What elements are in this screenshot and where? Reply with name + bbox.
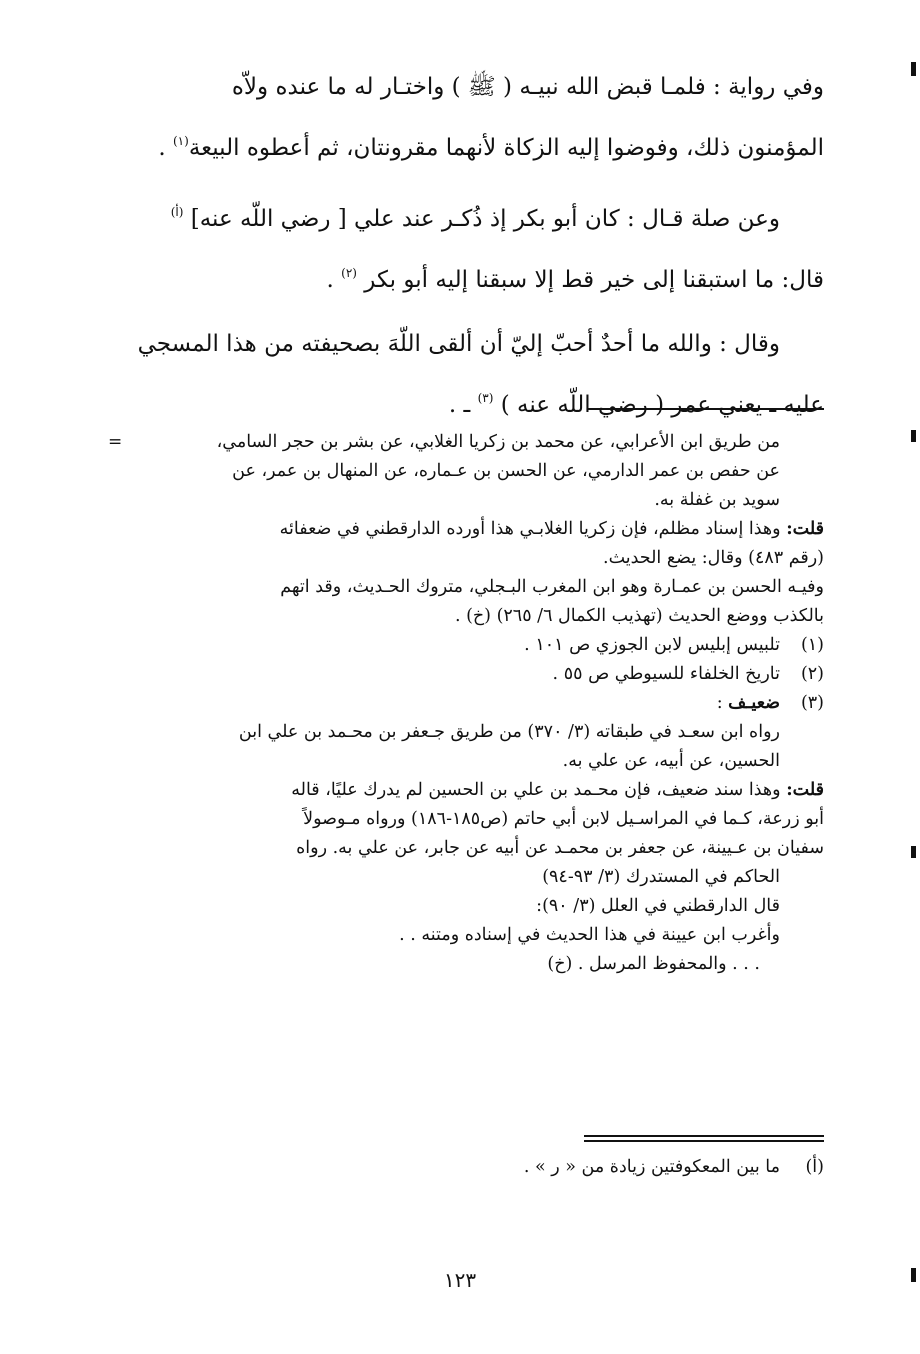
note-text: وهذا سند ضعيف، فإن محـمد بن علي بن الحسين لم يدرك عليًا، قاله — [291, 780, 781, 800]
footnote-3 — [110, 689, 824, 979]
note-line: قال الدارقطني في العلل (٣/ ٩٠): — [536, 896, 780, 916]
note-text: تاريخ الخلفاء للسيوطي ص ٥٥ . — [552, 664, 780, 684]
note-line: بالكذب ووضع الحديث (تهذيب الكمال ٦/ ٢٦٥) (خ) . — [454, 606, 824, 626]
note-line: سفيان بن عـيينة، عن جعفر بن محمـد عن أبيه عن جابر، عن علي به. رواه — [296, 838, 824, 858]
note-line: من طريق ابن الأعرابي، عن محمد بن زكريا الغلابي، عن بشر بن حجر السامي، — [216, 432, 780, 452]
note-line — [110, 689, 824, 718]
note-line — [110, 631, 824, 660]
paragraph-2 — [110, 185, 824, 307]
note-line — [110, 660, 824, 689]
grade-label: ضعيـف — [728, 693, 780, 713]
footnote-ref-3: (٣) — [477, 391, 494, 405]
note-line — [110, 776, 824, 805]
footnote-separator — [588, 408, 824, 410]
note-text: تلبيس إبليس لابن الجوزي ص ١٠١ . — [524, 635, 780, 655]
note-line: الحسين، عن أبيه، عن علي به. — [562, 751, 780, 771]
paragraph-3-line-2-text: عليه ـ يعني عمر ( رضي اللّه عنه ) — [500, 392, 824, 418]
note-line: الحاكم في المستدرك (٣/ ٩٣-٩٤) — [542, 867, 780, 887]
page-number: ١٢٣ — [443, 1268, 477, 1292]
margin-mark — [911, 846, 916, 858]
footnote-1 — [110, 631, 824, 660]
grade-colon: : — [716, 693, 723, 713]
footnote-number: (١) — [800, 635, 824, 655]
note-line: رواه ابن سعـد في طبقاته (٣/ ٣٧٠) من طريق جـعفر بن محـمد بن علي ابن — [238, 722, 780, 742]
note-line: وأغرب ابن عيينة في هذا الحديث في إسناده ومتنه . . — [399, 925, 780, 945]
paragraph-1-line-1: وفي رواية : فلمـا قبض الله نبيـه ( ﷺ ) واختـار له ما عنده ولاّه — [231, 74, 824, 100]
paragraph-1-end-dot: . — [158, 135, 166, 161]
margin-mark — [911, 62, 916, 76]
paragraph-1-line-2 — [110, 114, 824, 175]
editor-footnote — [110, 1152, 824, 1182]
footnote-separator-double — [584, 1135, 824, 1142]
footnote-number: (٣) — [800, 693, 824, 713]
note-line: (رقم ٤٨٣) وقال: يضع الحديث. — [603, 548, 824, 568]
paragraph-2-line-2-text: قال: ما استبقنا إلى خير قط إلا سبقنا إليه أبو بكر — [364, 267, 824, 293]
note-text: وهذا إسناد مظلم، فإن زكريا الغلابـي هذا أورده الدارقطني في ضعفائه — [279, 519, 781, 539]
qult-label: قلت: — [786, 780, 824, 800]
margin-mark — [911, 1268, 916, 1282]
paragraph-3 — [110, 317, 824, 432]
note-line: أبو زرعة، كـما في المراسـيل لابن أبي حاتم (ص١٨٥-١٨٦) ورواه مـوصولاً — [303, 809, 824, 829]
footnote-ref-a: (أ) — [170, 205, 184, 219]
note-text: ما بين المعكوفتين زيادة من « ر » . — [523, 1157, 780, 1177]
footnote-ref-2: (٢) — [341, 266, 357, 280]
main-text — [110, 60, 824, 442]
note-line: سويد بن غفلة به. — [654, 490, 780, 510]
paragraph-2-end-dot: . — [326, 267, 334, 293]
footnote-ref-1: (١) — [172, 134, 189, 148]
note-line: وفيـه الحسن بن عمـارة وهو ابن المغرب البـجلي، متروك الحـديث، وقد اتهم — [280, 577, 824, 597]
paragraph-2-line-2 — [110, 246, 824, 307]
paragraph-2-line-1-text: وعن صلة قـال : كان أبو بكر إذ ذُكـر عند علي [ رضي اللّه عنه] — [190, 206, 780, 232]
qult-label: قلت: — [786, 519, 824, 539]
note-line: . . . والمحفوظ المرسل . (خ) — [547, 954, 760, 974]
footnote-3-body — [110, 718, 824, 776]
paragraph-1 — [110, 60, 824, 175]
footnotes — [110, 428, 824, 979]
footnote-2 — [110, 660, 824, 689]
paragraph-2-line-1 — [110, 185, 824, 246]
paragraph-3-line-1: وقال : والله ما أحدٌ أحبّ إليّ أن ألقى اللّهَ بصحيفته من هذا المسجي — [137, 331, 780, 357]
qult-block-1 — [110, 515, 824, 631]
footnote-number: (أ) — [805, 1157, 824, 1177]
paragraph-1-line-2-text: المؤمنون ذلك، وفوضوا إليه الزكاة لأنهما مقرونتان، ثم أعطوه البيعة — [188, 135, 824, 161]
paragraph-3-end: ـ . — [448, 392, 471, 418]
continuation-mark: = — [108, 432, 123, 452]
continued-footnote — [110, 428, 824, 515]
note-line: عن حفص بن عمر الدارمي، عن الحسن بن عـماره، عن المنهال بن عمر، عن — [232, 461, 780, 481]
footnote-3-ilal — [110, 863, 824, 979]
margin-mark — [911, 430, 916, 442]
paragraph-3-line-2 — [110, 371, 824, 432]
note-line — [110, 515, 824, 544]
footnote-number: (٢) — [800, 664, 824, 684]
